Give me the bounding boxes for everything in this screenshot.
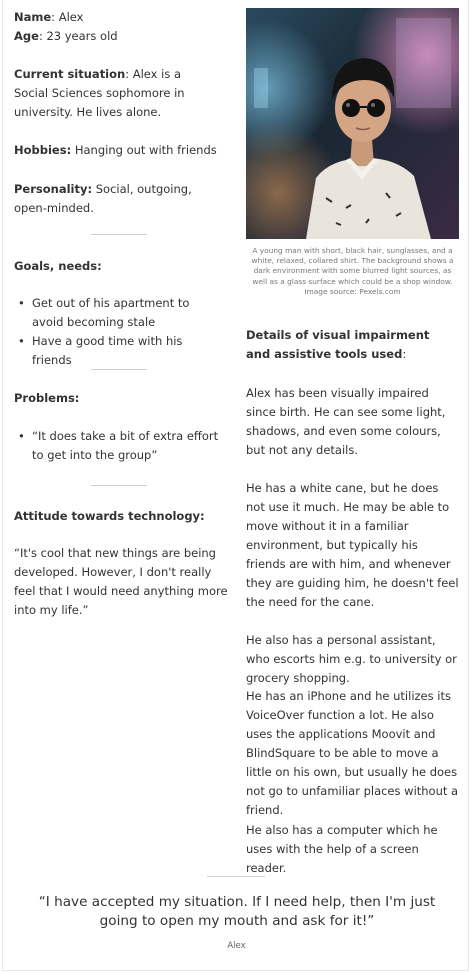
name-label: Name [14,10,52,24]
goals-item: • Get out of his apartment to avoid becoming stale [14,294,224,332]
impairment-paragraph: He has an iPhone and he utilizes its VoiceOver function a lot. He also uses the applications Moovit and BlindSquare to be able to move a little on his own, but usually he does not go to unfamiliar places without a friend. [246,689,459,817]
problems-item: • “It does take a bit of extra effort to get into the group” [14,427,224,465]
impairment-heading-text: Details of visual impairment and assistive tools used [246,328,430,361]
impairment-heading [246,326,446,364]
attitude-text: “It's cool that new things are being developed. However, I don't really feel that I would need anything more into my life.” [14,546,228,617]
hobbies-label: Hobbies: [14,143,72,157]
problems-list [14,427,224,465]
age-label: Age [14,29,39,43]
age-line [14,27,234,46]
hobbies-text: Hanging out with friends [71,143,217,157]
situation-label: Current situation [14,67,126,81]
divider [207,876,265,877]
divider [91,369,147,370]
quote-text: “I have accepted my situation. If I need help, then I'm just going to open my mouth and ask for it!” [38,894,436,929]
problems-heading: Problems: [14,391,80,405]
goals-list [14,294,224,370]
divider [91,234,147,235]
goals-item: • Have a good time with his friends [14,332,224,370]
portrait-illustration [246,8,459,239]
hobbies-line [14,141,234,160]
personality-label: Personality: [14,182,93,196]
impairment-paragraph: He has a white cane, but he does not use it much. He may be able to move without it in a familiar environment, but typically his friends are with him, and whenever they are guiding him, he doesn't feel the need for the cane. [246,481,459,609]
attitude-heading: Attitude towards technology: [14,509,205,523]
quote-author: Alex [227,941,246,951]
impairment-paragraph: He also has a personal assistant, who escorts him e.g. to university or grocery shopping. [246,633,457,685]
impairment-heading-suffix: : [402,347,407,361]
name-line [14,8,234,27]
impairment-paragraph: Alex has been visually impaired since birth. He can see some light, shadows, and even some colours, but not any details. [246,386,446,457]
name-value: : Alex [51,10,84,24]
situation-text: : Alex is a Social Sciences sophomore in university. He lives alone. [14,67,185,119]
situation-line [14,65,212,122]
personality-text: Social, outgoing, open-minded. [14,182,192,215]
personality-line [14,180,214,218]
portrait-photo [246,8,459,239]
photo-caption: A young man with short, black hair, sunglasses, and a white, relaxed, collared shirt. The background shows a dark environment with some blurred light sources, as well as a glass surface which could be a shop window. Image source: Pexels.com [251,246,454,296]
divider [91,485,147,486]
impairment-paragraph: He also has a computer which he uses with the help of a screen reader. [246,823,438,875]
age-value: : 23 years old [38,29,118,43]
goals-heading: Goals, needs: [14,259,102,273]
